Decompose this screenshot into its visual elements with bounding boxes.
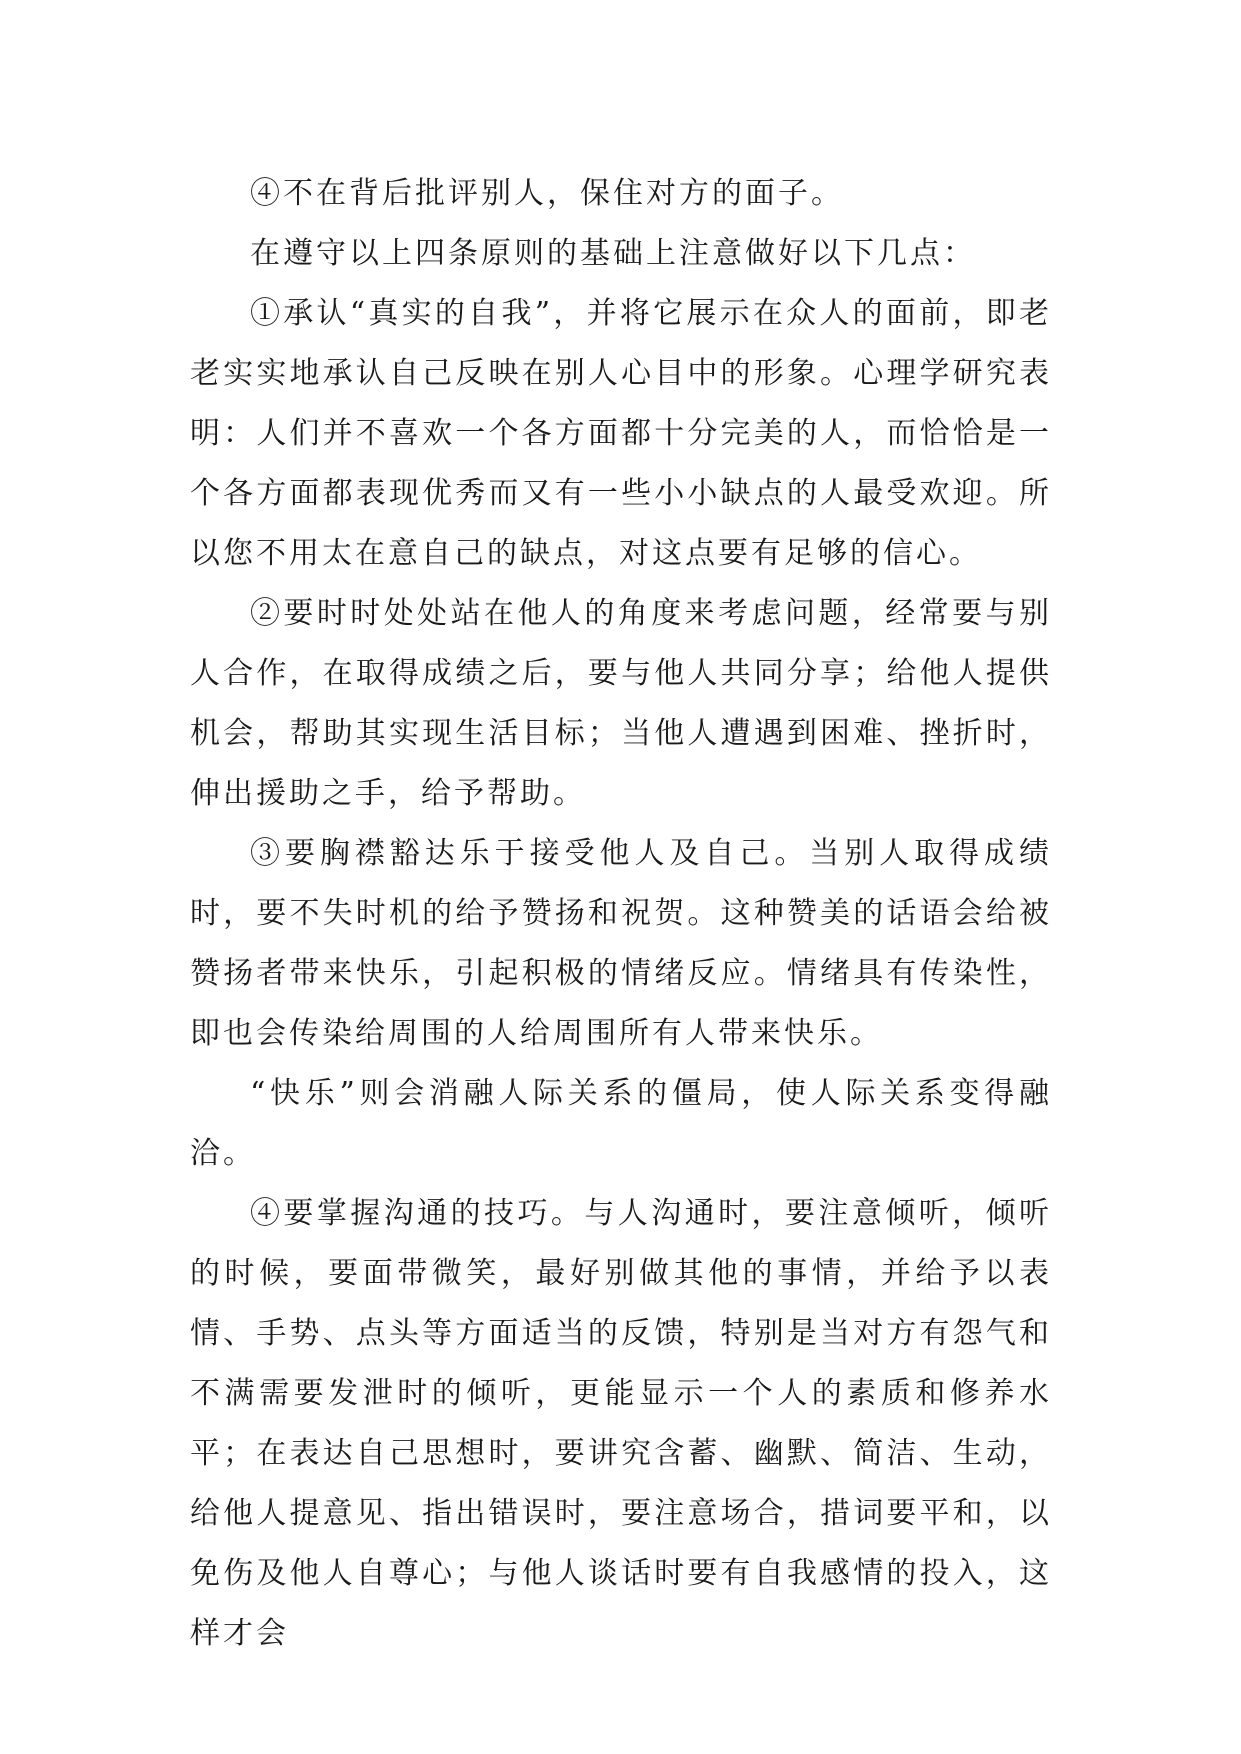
paragraph-point-4: ④要掌握沟通的技巧。与人沟通时，要注意倾听，倾听的时候，要面带微笑，最好别做其他的事情，并给予以表情、手势、点头等方面适当的反馈，特别是当对方有怨气和不满需要发泄时的倾听，更能显示一个人的素质和修养水平；在表达自己思想时，要讲究含蓄、幽默、简洁、生动，给他人提意见、指出错误时，要注意场合，措词要平和，以免伤及他人自尊心；与他人谈话时要有自我感情的投入，这样才会 xyxy=(190,1196,1052,1651)
paragraph-happiness: “快乐”则会消融人际关系的僵局，使人际关系变得融洽。 xyxy=(190,1076,1052,1171)
paragraph-point-2: ②要时时处处站在他人的角度来考虑问题，经常要与别人合作，在取得成绩之后，要与他人共同分享；给他人提供机会，帮助其实现生活目标；当他人遭遇到困难、挫折时，伸出援助之手，给予帮助。 xyxy=(190,596,1052,811)
paragraph-principle-4: ④不在背后批评别人，保住对方的面子。 xyxy=(250,176,844,211)
paragraph-point-3: ③要胸襟豁达乐于接受他人及自己。当别人取得成绩时，要不失时机的给予赞扬和祝贺。这种赞美的话语会给被赞扬者带来快乐，引起积极的情绪反应。情绪具有传染性，即也会传染给周围的人给周围所有人带来快乐。 xyxy=(190,836,1052,1051)
paragraph-point-1: ①承认“真实的自我”，并将它展示在众人的面前，即老老实实地承认自己反映在别人心目中的形象。心理学研究表明：人们并不喜欢一个各方面都十分完美的人，而恰恰是一个各方面都表现优秀而又有一些小小缺点的人最受欢迎。所以您不用太在意自己的缺点，对这点要有足够的信心。 xyxy=(190,296,1052,571)
paragraph-intro-points: 在遵守以上四条原则的基础上注意做好以下几点： xyxy=(250,236,976,271)
document-body xyxy=(190,164,1052,1664)
